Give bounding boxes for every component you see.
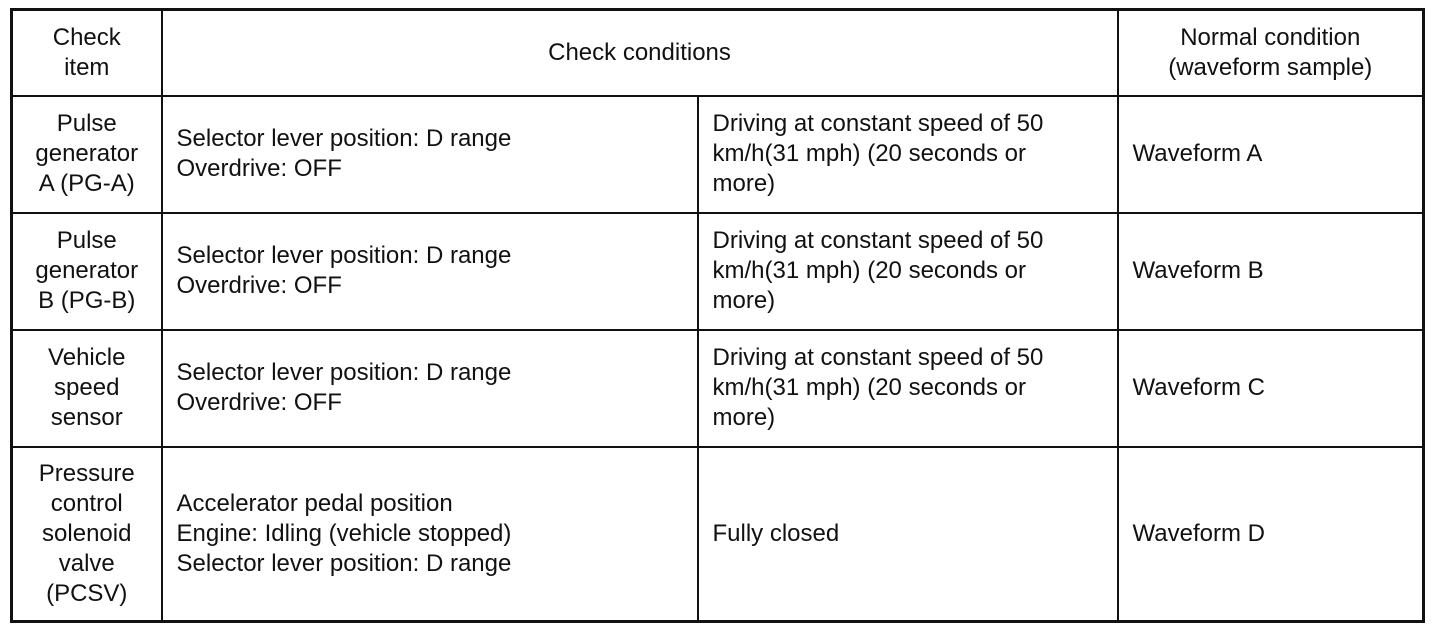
condition-line: Overdrive: OFF — [176, 272, 342, 299]
state-line: Driving at constant speed of 50 — [712, 110, 1044, 137]
table-row — [12, 330, 1424, 447]
header-check-item — [12, 10, 162, 96]
check-item-line: generator — [35, 257, 139, 284]
state-cell — [698, 96, 1118, 213]
check-item-cell — [12, 96, 162, 213]
check-item-line: B (PG-B) — [38, 287, 136, 314]
normal-condition-cell: Waveform D — [1118, 447, 1424, 622]
check-item-line: Pulse — [56, 227, 117, 254]
condition-line: Accelerator pedal position — [176, 489, 453, 517]
state-line: more) — [712, 287, 776, 314]
check-item-line: Pulse — [56, 110, 117, 137]
table-row — [12, 447, 1424, 622]
condition-line: Selector lever position: D range — [176, 242, 512, 269]
check-item-line: sensor — [50, 404, 123, 431]
condition-line: Overdrive: OFF — [176, 389, 342, 416]
state-line: Driving at constant speed of 50 — [712, 344, 1044, 371]
check-item-cell — [12, 330, 162, 447]
state-line: km/h(31 mph) (20 seconds or — [712, 257, 1026, 284]
check-item-line: Vehicle — [48, 344, 126, 371]
check-item-line: Pressure — [38, 459, 135, 487]
header-normal-condition-line: Normal condition — [1180, 23, 1361, 51]
check-item-line: control — [50, 489, 123, 517]
inspection-table — [10, 8, 1425, 623]
state-cell — [698, 330, 1118, 447]
state-cell — [698, 447, 1118, 622]
table-row — [12, 213, 1424, 330]
state-line: more) — [712, 404, 776, 431]
check-item-cell — [12, 213, 162, 330]
state-cell — [698, 213, 1118, 330]
header-normal-condition-line: (waveform sample) — [1168, 53, 1373, 81]
normal-condition-cell: Waveform A — [1118, 96, 1424, 213]
condition-cell — [162, 96, 698, 213]
condition-cell — [162, 447, 698, 622]
state-line: km/h(31 mph) (20 seconds or — [712, 140, 1026, 167]
condition-cell — [162, 213, 698, 330]
check-item-cell — [12, 447, 162, 622]
condition-line: Engine: Idling (vehicle stopped) — [176, 519, 512, 547]
header-check-conditions: Check conditions — [162, 10, 1118, 96]
state-line: Driving at constant speed of 50 — [712, 227, 1044, 254]
state-line: more) — [712, 170, 776, 197]
table-row — [12, 96, 1424, 213]
normal-condition-cell: Waveform B — [1118, 213, 1424, 330]
check-item-line: (PCSV) — [46, 579, 128, 607]
header-normal-condition — [1118, 10, 1424, 96]
state-line: Fully closed — [712, 519, 840, 547]
check-item-line: solenoid — [42, 519, 132, 547]
condition-line: Selector lever position: D range — [176, 125, 512, 152]
condition-line: Overdrive: OFF — [176, 155, 342, 182]
inspection-table-sheet — [10, 8, 1422, 620]
check-item-line: valve — [58, 549, 115, 577]
header-row — [12, 10, 1424, 96]
check-item-line: A (PG-A) — [38, 170, 135, 197]
condition-line: Selector lever position: D range — [176, 359, 512, 386]
normal-condition-cell: Waveform C — [1118, 330, 1424, 447]
header-check-item-line: Check — [52, 23, 121, 51]
header-check-item-line: item — [64, 53, 110, 81]
condition-cell — [162, 330, 698, 447]
condition-line: Selector lever position: D range — [176, 549, 512, 577]
check-item-line: generator — [35, 140, 139, 167]
check-item-line: speed — [54, 374, 120, 401]
state-line: km/h(31 mph) (20 seconds or — [712, 374, 1026, 401]
